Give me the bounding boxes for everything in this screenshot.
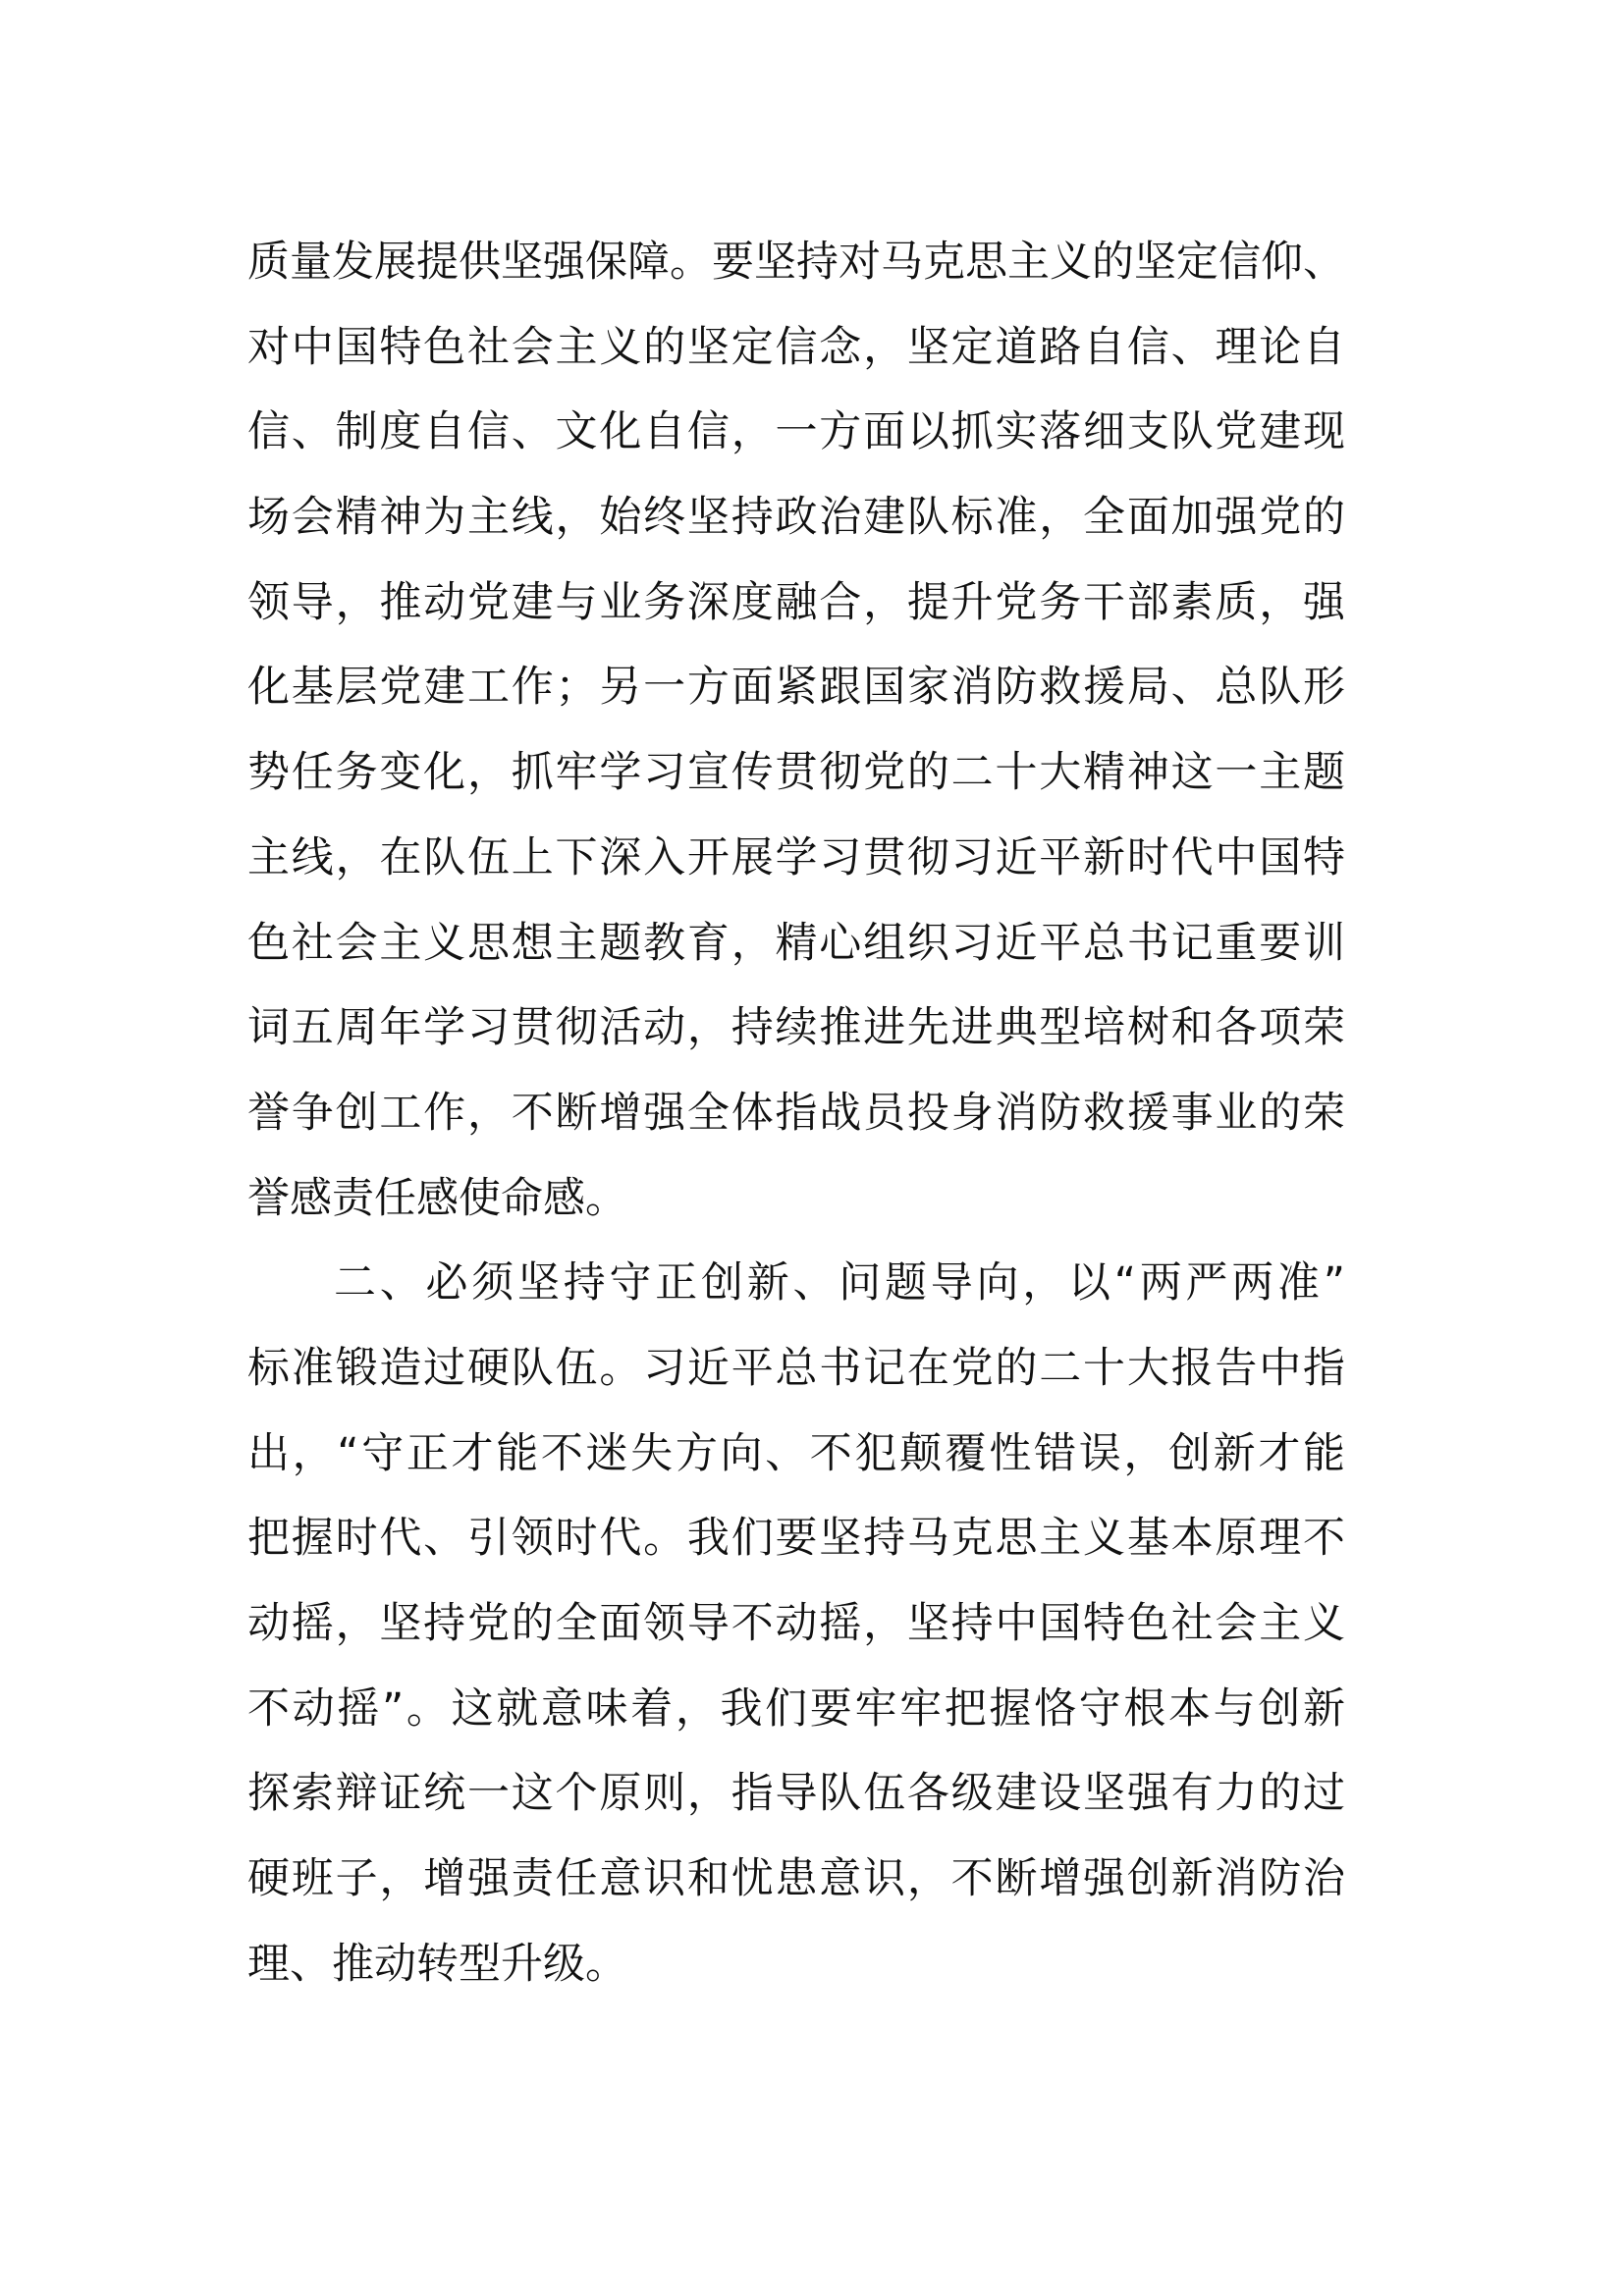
text-line: 动摇，坚持党的全面领导不动摇，坚持中国特色社会主义 xyxy=(247,1599,1345,1648)
text-line: 化基层党建工作；另一方面紧跟国家消防救援局、总队形 xyxy=(247,663,1345,713)
section-heading-line: 二、必须坚持守正创新、问题导向，以“两严两准” xyxy=(334,1258,1345,1308)
text-line: 信、制度自信、文化自信，一方面以抓实落细支队党建现 xyxy=(247,407,1345,457)
text-line: 色社会主义思想主题教育，精心组织习近平总书记重要训 xyxy=(247,918,1345,968)
text-line: 誉感责任感使命感。 xyxy=(247,1173,627,1223)
text-line: 誉争创工作，不断增强全体指战员投身消防救援事业的荣 xyxy=(247,1088,1345,1138)
text-line: 势任务变化，抓牢学习宣传贯彻党的二十大精神这一主题 xyxy=(247,748,1345,798)
text-line: 词五周年学习贯彻活动，持续推进先进典型培树和各项荣 xyxy=(247,1003,1345,1053)
text-line: 标准锻造过硬队伍。习近平总书记在党的二十大报告中指 xyxy=(247,1343,1345,1393)
text-line: 硬班子，增强责任意识和忧患意识，不断增强创新消防治 xyxy=(247,1854,1345,1904)
text-line: 领导，推动党建与业务深度融合，提升党务干部素质，强 xyxy=(247,577,1345,627)
text-line: 把握时代、引领时代。我们要坚持马克思主义基本原理不 xyxy=(247,1514,1345,1564)
text-line: 质量发展提供坚强保障。要坚持对马克思主义的坚定信仰、 xyxy=(247,238,1345,287)
text-line: 理、推动转型升级。 xyxy=(247,1939,627,1989)
text-line: 出，“守正才能不迷失方向、不犯颠覆性错误，创新才能 xyxy=(247,1428,1345,1478)
text-line: 不动摇”。这就意味着，我们要牢牢把握恪守根本与创新 xyxy=(247,1683,1345,1734)
text-line: 场会精神为主线，始终坚持政治建队标准，全面加强党的 xyxy=(247,493,1345,543)
text-line: 探索辩证统一这个原则，指导队伍各级建设坚强有力的过 xyxy=(247,1769,1345,1819)
text-line: 对中国特色社会主义的坚定信念，坚定道路自信、理论自 xyxy=(247,322,1345,372)
document-page xyxy=(247,220,1345,2006)
text-line: 主线，在队伍上下深入开展学习贯彻习近平新时代中国特 xyxy=(247,832,1345,882)
